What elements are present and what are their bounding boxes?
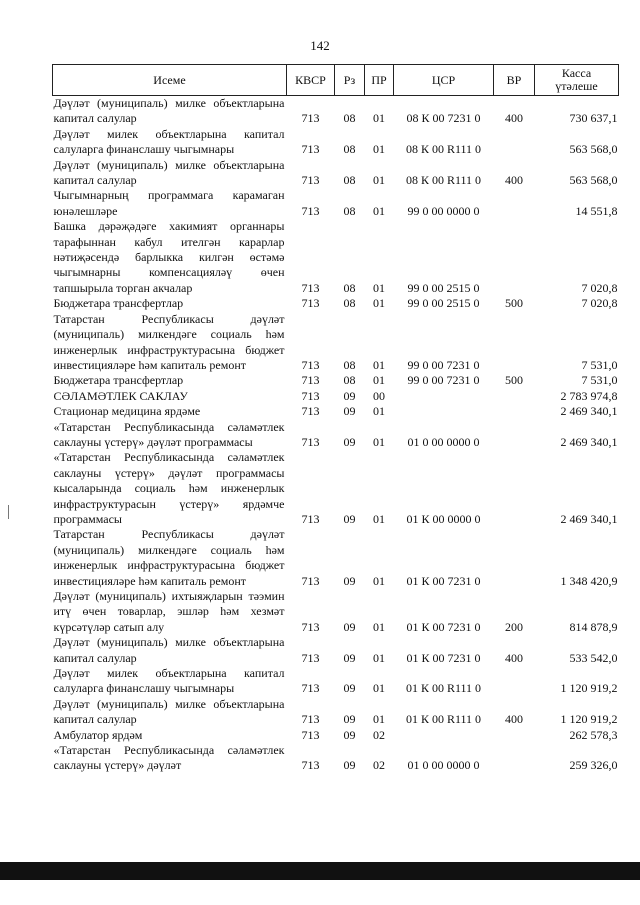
row-amount: 7 020,8: [581, 280, 618, 295]
row-vr: [494, 666, 535, 697]
row-name: Татарстан Республикасы дәүләт (муниципаль) милкендәге социаль һәм инженерлык инфраструктурасына бюджет инвестицияләре һәм капиталь ремонт: [53, 311, 285, 372]
row-vr: 400: [505, 111, 523, 126]
row-amount: 563 568,0: [569, 173, 618, 188]
table-row: [53, 589, 619, 635]
row-name: Башка дәрәҗәдәге хакимият органнары тарафыннан кабул ителгән карарлар нәтиҗәсендә барлыкка килгән өстәмә чыгымнарны компенсацияләү өчен тапшырыла торган акчалар: [53, 219, 285, 295]
table-row: [53, 404, 619, 419]
row-csr: 99 0 00 0000 0: [407, 203, 480, 218]
row-name: Бюджетара трансфертлар: [53, 373, 184, 388]
row-vr: 400: [505, 650, 523, 665]
row-rz: 08: [343, 373, 356, 388]
row-csr: [394, 404, 494, 419]
row-rz: 09: [343, 758, 356, 773]
row-vr: [494, 450, 535, 527]
row-vr: [494, 188, 535, 219]
row-rz: 08: [343, 280, 356, 295]
row-pr: 01: [373, 404, 385, 419]
row-csr: [394, 389, 494, 404]
row-csr: 01 К 00 0000 0: [406, 511, 481, 526]
row-name: «Татарстан Республикасында сәламәтлек саклауны үстерү» дәүләт программасы кысаларында социаль һәм инженерлык инфраструктурасын үстерү» ярдәмче программасы: [53, 450, 285, 526]
row-rz: 08: [343, 111, 356, 126]
row-csr: 08 К 00 7231 0: [406, 111, 481, 126]
table-row: [53, 219, 619, 296]
row-kvsr: 713: [301, 404, 320, 419]
row-amount: 1 120 919,2: [560, 681, 618, 696]
row-name: Бюджетара трансфертлар: [53, 296, 184, 311]
row-vr: 400: [505, 173, 523, 188]
row-kvsr: 713: [301, 203, 320, 218]
table-header-row: [53, 65, 619, 96]
row-kvsr: 713: [301, 650, 320, 665]
row-csr: 01 К 00 R111 0: [405, 681, 482, 696]
row-kvsr: 713: [301, 111, 320, 126]
row-amount: 262 578,3: [569, 727, 618, 742]
row-rz: 09: [343, 712, 356, 727]
row-vr: 500: [505, 296, 523, 311]
row-amount: 7 020,8: [581, 296, 618, 311]
row-pr: 01: [373, 573, 385, 588]
row-csr: 99 0 00 7231 0: [407, 373, 480, 388]
row-csr: 01 К 00 R111 0: [405, 712, 482, 727]
row-rz: 09: [343, 388, 356, 403]
row-name: СӘЛАМӘТЛЕК САКЛАУ: [53, 388, 188, 403]
table-row: [53, 697, 619, 728]
row-kvsr: 713: [301, 434, 320, 449]
row-rz: 09: [343, 619, 356, 634]
row-amount: 2 469 340,1: [560, 434, 618, 449]
row-rz: 08: [343, 357, 356, 372]
row-kvsr: 713: [301, 511, 320, 526]
row-pr: 01: [373, 203, 385, 218]
table-row: [53, 158, 619, 189]
row-amount: 7 531,0: [581, 357, 618, 372]
table-row: [53, 127, 619, 158]
row-rz: 09: [343, 404, 356, 419]
row-kvsr: 713: [301, 727, 320, 742]
row-amount: 2 469 340,1: [560, 404, 618, 419]
row-rz: 08: [343, 142, 356, 157]
row-vr: [494, 389, 535, 404]
row-kvsr: 713: [301, 758, 320, 773]
row-pr: 01: [373, 111, 385, 126]
table-row: [53, 420, 619, 451]
row-csr: 08 К 00 R111 0: [405, 142, 482, 157]
header-name: Исеме: [53, 65, 287, 96]
table-row: [53, 96, 619, 127]
row-amount: 7 531,0: [581, 373, 618, 388]
row-csr: 01 0 00 0000 0: [407, 434, 480, 449]
row-pr: 01: [373, 142, 385, 157]
row-name: «Татарстан Республикасында сәламәтлек саклауны үстерү» дәүләт программасы: [53, 419, 285, 449]
row-pr: 01: [373, 650, 385, 665]
row-amount: 533 542,0: [569, 650, 618, 665]
row-vr: [494, 127, 535, 158]
header-pr: ПР: [365, 65, 394, 96]
row-kvsr: 713: [301, 619, 320, 634]
row-pr: 01: [373, 681, 385, 696]
row-name: «Татарстан Республикасында сәламәтлек саклауны үстерү» дәүләт: [53, 743, 285, 773]
row-name: Амбулатор ярдәм: [53, 727, 143, 742]
row-amount: 259 326,0: [569, 758, 618, 773]
row-kvsr: 713: [301, 296, 320, 311]
header-kvsr: КВСР: [287, 65, 335, 96]
table-row: [53, 743, 619, 774]
row-kvsr: 713: [301, 173, 320, 188]
row-vr: [494, 728, 535, 743]
row-rz: 09: [343, 681, 356, 696]
row-amount: 730 637,1: [569, 111, 618, 126]
row-pr: 01: [373, 434, 385, 449]
row-name: Чыгымнарның программага карамаган юнәлешләре: [53, 188, 285, 218]
table-row: [53, 312, 619, 374]
table-row: [53, 635, 619, 666]
row-csr: 01 К 00 7231 0: [406, 619, 481, 634]
table-row: [53, 527, 619, 589]
table-row: [53, 373, 619, 388]
row-rz: 09: [343, 727, 356, 742]
row-pr: 01: [373, 373, 385, 388]
row-kvsr: 713: [301, 357, 320, 372]
row-rz: 09: [343, 573, 356, 588]
row-csr: [394, 728, 494, 743]
row-name: Дәүләт милек объектларына капитал салуларга финанслашу чыгымнары: [53, 126, 285, 157]
row-vr: [494, 219, 535, 296]
row-rz: 09: [343, 434, 356, 449]
row-csr: 99 0 00 7231 0: [407, 357, 480, 372]
table-body: [53, 96, 619, 774]
row-amount: 2 783 974,8: [560, 388, 618, 403]
row-csr: 01 0 00 0000 0: [407, 758, 480, 773]
row-amount: 1 348 420,9: [560, 573, 618, 588]
table-row: [53, 728, 619, 743]
row-rz: 09: [343, 650, 356, 665]
row-pr: 02: [373, 758, 385, 773]
row-pr: 02: [373, 727, 385, 742]
header-rz: Рз: [335, 65, 365, 96]
table-row: [53, 450, 619, 527]
row-amount: 2 469 340,1: [560, 511, 618, 526]
page-number: 142: [310, 38, 330, 53]
header-vr: ВР: [494, 65, 535, 96]
row-rz: 08: [343, 173, 356, 188]
scan-bottom-bar: [0, 862, 640, 880]
row-pr: 00: [373, 388, 385, 403]
row-csr: 99 0 00 2515 0: [407, 280, 480, 295]
row-kvsr: 713: [301, 373, 320, 388]
row-amount: 563 568,0: [569, 142, 618, 157]
row-rz: 08: [343, 296, 356, 311]
row-name: Дәүләт (муниципаль) милке объектларына капитал салулар: [53, 696, 285, 727]
row-csr: 99 0 00 2515 0: [407, 296, 480, 311]
row-vr: 400: [505, 712, 523, 727]
row-vr: [494, 420, 535, 451]
header-csr: ЦСР: [394, 65, 494, 96]
row-name: Дәүләт (муниципаль) ихтыяҗларын тәэмин итү өчен товарлар, эшләр һәм хезмәт күрсәтүләр сатып алу: [53, 589, 285, 634]
row-kvsr: 713: [301, 388, 320, 403]
row-kvsr: 713: [301, 712, 320, 727]
row-pr: 01: [373, 296, 385, 311]
row-pr: 01: [373, 357, 385, 372]
table-row: [53, 296, 619, 311]
row-pr: 01: [373, 619, 385, 634]
row-pr: 01: [373, 712, 385, 727]
header-amount: Касса үтәлеше: [535, 65, 619, 96]
row-kvsr: 713: [301, 681, 320, 696]
budget-table: [52, 64, 619, 774]
row-vr: [494, 527, 535, 589]
row-name: Дәүләт (муниципаль) милке объектларына капитал салулар: [53, 96, 285, 126]
row-vr: [494, 404, 535, 419]
row-kvsr: 713: [301, 280, 320, 295]
row-csr: 01 К 00 7231 0: [406, 573, 481, 588]
table-row: [53, 666, 619, 697]
row-name: Татарстан Республикасы дәүләт (муниципаль) милкендәге социаль һәм инженерлык инфраструктурасына бюджет инвестицияләре һәм капиталь ремонт: [53, 527, 285, 588]
table-row: [53, 188, 619, 219]
row-pr: 01: [373, 173, 385, 188]
row-kvsr: 713: [301, 142, 320, 157]
row-name: Дәүләт милек объектларына капитал салуларга финанслашу чыгымнары: [53, 666, 285, 696]
row-pr: 01: [373, 280, 385, 295]
row-csr: 01 К 00 7231 0: [406, 650, 481, 665]
row-vr: [494, 312, 535, 374]
row-vr: [494, 743, 535, 774]
margin-mark: [8, 505, 9, 519]
row-name: Дәүләт (муниципаль) милке объектларына капитал салулар: [53, 157, 285, 188]
row-csr: 08 К 00 R111 0: [405, 173, 482, 188]
row-amount: 814 878,9: [569, 619, 618, 634]
row-rz: 08: [343, 203, 356, 218]
row-kvsr: 713: [301, 573, 320, 588]
row-vr: 500: [505, 373, 523, 388]
row-rz: 09: [343, 511, 356, 526]
table-row: [53, 389, 619, 404]
row-name: Дәүләт (муниципаль) милке объектларына капитал салулар: [53, 635, 285, 665]
row-vr: 200: [505, 619, 523, 634]
row-name: Стационар медицина ярдәме: [53, 404, 201, 419]
row-amount: 14 551,8: [575, 203, 618, 218]
row-amount: 1 120 919,2: [560, 712, 618, 727]
row-pr: 01: [373, 511, 385, 526]
